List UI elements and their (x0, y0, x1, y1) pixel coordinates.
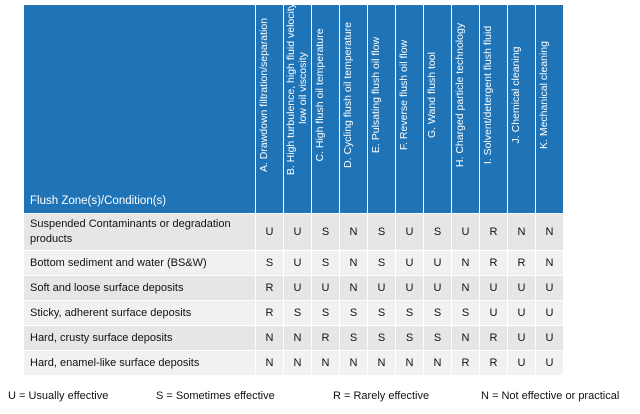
rating-cell: U (284, 214, 312, 251)
rating-cell: S (340, 326, 368, 351)
rating-cell: U (396, 276, 424, 301)
table-row (24, 301, 564, 326)
rating-cell: S (368, 301, 396, 326)
rating-cell: S (424, 301, 452, 326)
rating-cell: R (312, 326, 340, 351)
rating-cell: N (536, 251, 564, 276)
column-header-j: J. Chemical cleaning (508, 5, 536, 214)
header-row (24, 5, 564, 214)
rating-cell: U (452, 214, 480, 251)
rating-cell: R (452, 351, 480, 376)
legend-rarely: R = Rarely effective (333, 390, 430, 402)
rating-cell: N (368, 351, 396, 376)
rating-cell: U (284, 276, 312, 301)
rating-cell: S (424, 214, 452, 251)
table-row (24, 326, 564, 351)
rating-cell: N (452, 251, 480, 276)
rating-cell: U (508, 351, 536, 376)
column-header-i: I. Solvent/detergent flush fluid (480, 5, 508, 214)
legend-sometimes: S = Sometimes effective (156, 390, 275, 402)
condition-cell: Suspended Contaminants or degradation products (24, 214, 256, 251)
rating-cell: N (284, 351, 312, 376)
condition-cell: Hard, crusty surface deposits (24, 326, 256, 351)
column-header-h: H. Charged particle technology (452, 5, 480, 214)
rating-cell: U (424, 276, 452, 301)
rating-cell: N (508, 214, 536, 251)
condition-cell: Bottom sediment and water (BS&W) (24, 251, 256, 276)
rating-cell: N (312, 351, 340, 376)
condition-cell: Hard, enamel-like surface deposits (24, 351, 256, 376)
rating-cell: U (480, 276, 508, 301)
column-header-e: E. Pulsating flush oil flow (368, 5, 396, 214)
rating-cell: U (536, 301, 564, 326)
rating-cell: S (368, 326, 396, 351)
rating-cell: S (312, 251, 340, 276)
rating-cell: U (312, 276, 340, 301)
rating-cell: N (340, 251, 368, 276)
rating-cell: S (424, 326, 452, 351)
rating-cell: U (508, 276, 536, 301)
rating-cell: N (452, 276, 480, 301)
rating-cell: U (536, 276, 564, 301)
rating-cell: S (284, 301, 312, 326)
rating-cell: S (452, 301, 480, 326)
table-row (24, 251, 564, 276)
table-row (24, 276, 564, 301)
rating-cell: U (480, 301, 508, 326)
rating-cell: U (396, 214, 424, 251)
rating-cell: S (256, 251, 284, 276)
rating-cell: S (340, 301, 368, 326)
legend-usually: U = Usually effective (8, 390, 109, 402)
rating-cell: N (340, 214, 368, 251)
column-header-b: B. High turbulence, high fluid velocity, low oil viscosity (284, 5, 312, 214)
rating-cell: U (396, 251, 424, 276)
column-header-d: D. Cycling flush oil temperature (340, 5, 368, 214)
rating-cell: U (284, 251, 312, 276)
rating-cell: N (424, 351, 452, 376)
table-row (24, 351, 564, 376)
rating-cell: U (424, 251, 452, 276)
column-header-g: G. Wand flush tool (424, 5, 452, 214)
rating-cell: U (368, 276, 396, 301)
rating-cell: N (340, 351, 368, 376)
rating-cell: N (256, 351, 284, 376)
flush-effectiveness-table (23, 0, 564, 376)
rating-cell: R (480, 214, 508, 251)
column-header-k: K. Mechanical cleaning (536, 5, 564, 214)
zone-header: Flush Zone(s)/Condition(s) (24, 5, 256, 214)
rating-cell: U (256, 214, 284, 251)
rating-cell: N (284, 326, 312, 351)
rating-cell: S (396, 301, 424, 326)
rating-cell: R (480, 251, 508, 276)
rating-cell: R (256, 276, 284, 301)
rating-cell: R (480, 351, 508, 376)
column-header-f: F. Reverse flush oil flow (396, 5, 424, 214)
rating-cell: S (368, 214, 396, 251)
column-header-c: C. High flush oil temperature (312, 5, 340, 214)
rating-cell: S (396, 326, 424, 351)
condition-cell: Soft and loose surface deposits (24, 276, 256, 301)
rating-cell: N (256, 326, 284, 351)
table-row (24, 214, 564, 251)
rating-cell: N (396, 351, 424, 376)
rating-cell: R (256, 301, 284, 326)
rating-cell: N (340, 276, 368, 301)
rating-cell: U (536, 326, 564, 351)
rating-cell: S (368, 251, 396, 276)
rating-cell: U (508, 301, 536, 326)
rating-cell: R (508, 251, 536, 276)
rating-cell: S (312, 301, 340, 326)
condition-cell: Sticky, adherent surface deposits (24, 301, 256, 326)
rating-cell: U (536, 351, 564, 376)
rating-cell: N (536, 214, 564, 251)
rating-cell: R (480, 326, 508, 351)
rating-cell: U (508, 326, 536, 351)
column-header-a: A. Drawdown filtration/separation (256, 5, 284, 214)
legend-not-effective: N = Not effective or practical (481, 390, 620, 402)
rating-cell: N (452, 326, 480, 351)
rating-cell: S (312, 214, 340, 251)
